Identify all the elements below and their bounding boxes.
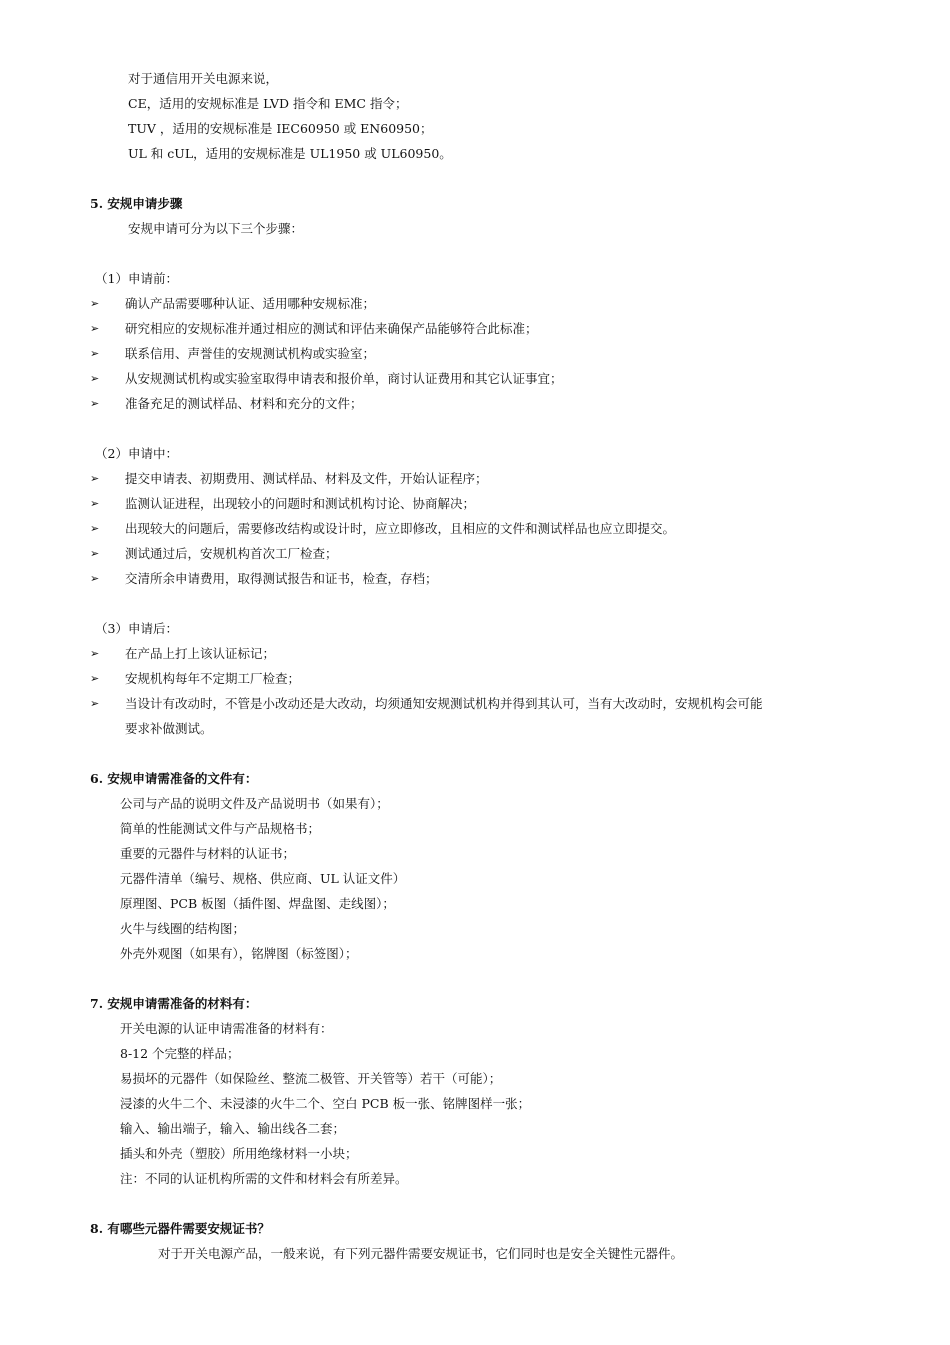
- material-note: 注：不同的认证机构所需的文件和材料会有所差异。: [120, 1171, 408, 1186]
- intro-line: TUV ，适用的安规标准是 IEC60950 或 EN60950；: [128, 121, 433, 136]
- list-item-text: 在产品上打上该认证标记；: [125, 646, 276, 661]
- bullet-arrow-icon: ➢: [90, 697, 100, 710]
- doc-item: 火牛与线圈的结构图；: [120, 921, 246, 936]
- list-item-text: 联系信用、声誉佳的安规测试机构或实验室；: [125, 346, 376, 361]
- list-item-text: 监测认证进程，出现较小的问题时和测试机构讨论、协商解决；: [125, 496, 476, 511]
- bullet-arrow-icon: ➢: [90, 547, 100, 560]
- bullet-arrow-icon: ➢: [90, 672, 100, 685]
- section-5-intro: 安规申请可分为以下三个步骤：: [128, 221, 304, 236]
- list-item-text: 提交申请表、初期费用、测试样品、材料及文件，开始认证程序；: [125, 471, 488, 486]
- material-item: 开关电源的认证申请需准备的材料有：: [120, 1021, 333, 1036]
- list-item-text: 交清所余申请费用，取得测试报告和证书，检查，存档；: [125, 571, 438, 586]
- material-item: 8-12 个完整的样品；: [120, 1046, 240, 1061]
- bullet-arrow-icon: ➢: [90, 322, 100, 335]
- doc-item: 公司与产品的说明文件及产品说明书（如果有）；: [120, 796, 389, 811]
- doc-item: 外壳外观图（如果有），铭牌图（标签图）；: [120, 946, 358, 961]
- bullet-arrow-icon: ➢: [90, 372, 100, 385]
- intro-line: UL 和 cUL，适用的安规标准是 UL1950 或 UL60950。: [128, 146, 452, 161]
- material-item: 浸漆的火牛二个、未浸漆的火牛二个、空白 PCB 板一张、铭牌图样一张；: [120, 1096, 531, 1111]
- doc-item: 简单的性能测试文件与产品规格书；: [120, 821, 321, 836]
- list-item-text: 确认产品需要哪种认证、适用哪种安规标准；: [125, 296, 376, 311]
- bullet-arrow-icon: ➢: [90, 297, 100, 310]
- group-label: （3）申请后：: [95, 621, 178, 636]
- doc-item: 重要的元器件与材料的认证书；: [120, 846, 296, 861]
- bullet-arrow-icon: ➢: [90, 497, 100, 510]
- group-label: （1）申请前：: [95, 271, 178, 286]
- bullet-arrow-icon: ➢: [90, 347, 100, 360]
- bullet-arrow-icon: ➢: [90, 572, 100, 585]
- section-8-paragraph: 对于开关电源产品，一般来说，有下列元器件需要安规证书，它们同时也是安全关键性元器件。: [158, 1246, 684, 1261]
- section-7-heading: 7. 安规申请需准备的材料有：: [90, 996, 258, 1011]
- material-item: 输入、输出端子，输入、输出线各二套；: [120, 1121, 346, 1136]
- list-item-text: 从安规测试机构或实验室取得申请表和报价单，商讨认证费用和其它认证事宜；: [125, 371, 563, 386]
- list-item-text: 安规机构每年不定期工厂检查；: [125, 671, 301, 686]
- list-item-continuation: 要求补做测试。: [125, 721, 213, 736]
- list-item-text: 准备充足的测试样品、材料和充分的文件；: [125, 396, 363, 411]
- material-item: 易损坏的元器件（如保险丝、整流二极管、开关管等）若干（可能）；: [120, 1071, 502, 1086]
- list-item-text: 测试通过后，安规机构首次工厂检查；: [125, 546, 338, 561]
- section-5-heading: 5. 安规申请步骤: [90, 196, 183, 211]
- doc-item: 元器件清单（编号、规格、供应商、UL 认证文件）: [120, 871, 406, 886]
- bullet-arrow-icon: ➢: [90, 472, 100, 485]
- list-item-text: 当设计有改动时，不管是小改动还是大改动，均须通知安规测试机构并得到其认可，当有大改动时，安规机构会可能: [125, 696, 763, 711]
- intro-line: 对于通信用开关电源来说，: [128, 71, 279, 86]
- bullet-arrow-icon: ➢: [90, 647, 100, 660]
- bullet-arrow-icon: ➢: [90, 397, 100, 410]
- bullet-arrow-icon: ➢: [90, 522, 100, 535]
- group-label: （2）申请中：: [95, 446, 178, 461]
- intro-line: CE，适用的安规标准是 LVD 指令和 EMC 指令；: [128, 96, 408, 111]
- section-6-heading: 6. 安规申请需准备的文件有：: [90, 771, 258, 786]
- material-item: 插头和外壳（塑胶）所用绝缘材料一小块；: [120, 1146, 358, 1161]
- doc-item: 原理图、PCB 板图（插件图、焊盘图、走线图）；: [120, 896, 395, 911]
- list-item-text: 出现较大的问题后，需要修改结构或设计时，应立即修改，且相应的文件和测试样品也应立即提交。: [125, 521, 676, 536]
- section-8-heading: 8. 有哪些元器件需要安规证书？: [90, 1221, 270, 1236]
- list-item-text: 研究相应的安规标准并通过相应的测试和评估来确保产品能够符合此标准；: [125, 321, 538, 336]
